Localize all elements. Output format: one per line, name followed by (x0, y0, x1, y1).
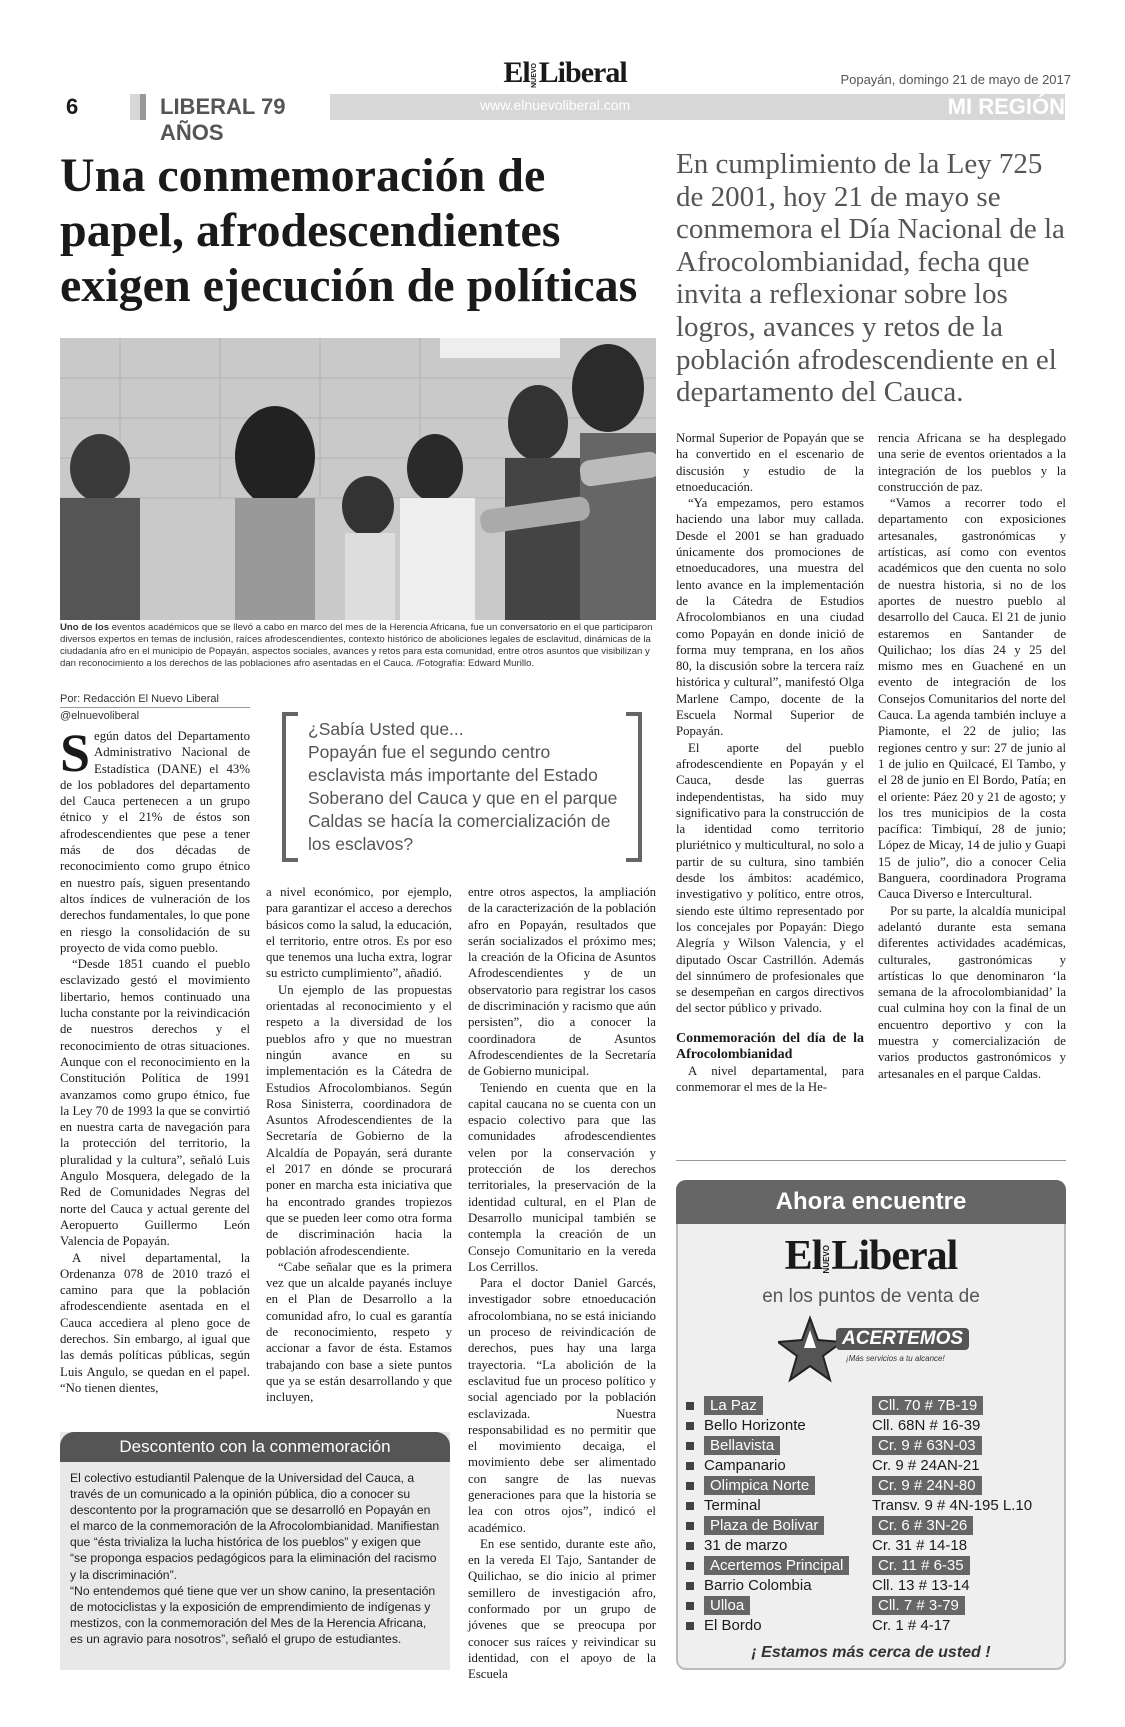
promo-subtitle: en los puntos de venta de (762, 1286, 980, 1307)
issue-date: Popayán, domingo 21 de mayo de 2017 (840, 72, 1071, 87)
bullet-icon (686, 1562, 694, 1570)
bullet-icon (686, 1422, 694, 1430)
left-bracket (282, 712, 298, 862)
right-bracket (626, 712, 642, 862)
page-number: 6 (60, 94, 130, 120)
location-row: 31 de marzo Cr. 31 # 14-18 (684, 1536, 1059, 1555)
bullet-icon (686, 1402, 694, 1410)
bullet-icon (686, 1462, 694, 1470)
headline: Una conmemoración de papel, afrodescendientes exigen ejecución de políticas (60, 149, 638, 312)
photo-illustration (60, 338, 656, 620)
descontento-title: Descontento con la conmemoración (60, 1432, 450, 1462)
promo-footer: ¡ Estamos más cerca de usted ! (751, 1644, 991, 1661)
location-row: Olimpica Norte Cr. 9 # 24N-80 (684, 1476, 1059, 1495)
sabia-usted-box (282, 712, 642, 869)
sabia-usted-text: ¿Sabía Usted que... Popayán fue el segundo centro esclavista más importante del Estado Soberano del Cauca y que en el parque Caldas se hacía la comercialización de los esclavos? (308, 719, 618, 854)
social-handle: @elnuevoliberal (60, 710, 140, 722)
location-row: Acertemos Principal Cr. 11 # 6-35 (684, 1556, 1059, 1575)
subheading: Conmemoración del día de la Afrocolombianidad (676, 1030, 864, 1062)
location-row: El Bordo Cr. 1 # 4-17 (684, 1616, 1059, 1635)
divider-line (676, 1160, 1066, 1161)
acertemos-star-icon (778, 1314, 968, 1390)
location-row: La Paz Cll. 70 # 7B-19 (684, 1396, 1059, 1415)
bullet-icon (686, 1482, 694, 1490)
location-row: Plaza de Bolivar Cr. 6 # 3N-26 (684, 1516, 1059, 1535)
bullet-icon (686, 1542, 694, 1550)
deck: En cumplimiento de la Ley 725 de 2001, hoy 21 de mayo se conmemora el Día Nacional de la Afrocolombianidad, fecha que invita a reflexionar sobre los logros, avances y retos de la población afrodescendiente en el departamento del Cauca. (676, 148, 1065, 409)
article-column-2: a nivel económico, por ejemplo, para garantizar el acceso a derechos básicos como la salud, la educación, el territorio, entre otros. Es por eso que tenemos una lucha extra, lograr su estricto cumplimiento”, añadió. Un ejemplo de las propuestas orientadas al reconocimiento y el respeto a la diversidad de los pueblos afro y que no muestran ningún avance en su implementación es la Cátedra de Estudios Afrocolombianos. Según Rosa Sinisterra, coordinadora de Asuntos Afrodescendientes de la Secretaría de Gobierno de la Alcaldía de Popayán, será durante el 2017 en dónde se procurará poner en marcha esta iniciativa que ha encontrado grandes tropiezos que se pueden leer como otra forma de discriminación hacia la población afrodescendiente. “Cabe señalar que es la primera vez que un alcalde payanés incluye en el Plan de Desarrollo a la comunidad afro, lo cual es garantía de reconocimiento, respeto y accionar a favor de ésta. Estamos trabajando con base a siete puntos que ya se están desarrollando y que incluyen, (266, 885, 452, 1405)
article-photo (60, 338, 656, 620)
article-column-5: rencia Africana se ha desplegado una serie de eventos orientados a la integración de los pueblos y la construcción de paz. “Vamos a recorrer todo el departamento con exposiciones artesanales, gastronómicas y artísticas, así como con eventos académicos que den cuenta no solo de nuestra historia, si no de los aportes de nuestro pueblo al desarrollo del Cauca. El 21 de junio estaremos en Santander de Quilichao; los días 24 y 25 del mismo mes en Guachené en un evento de integración de los Consejos Comunitarios del norte del Cauca. La agenda también incluye a Piamonte, el 22 de julio; las regiones centro y sur: 27 de junio al 1 de julio en Quilcacé, El Tambo, y el 28 de junio en El Bordo, Patía; en el oriente: Páez 20 y 21 de agosto; y los tres municipios de la costa pacífica: Timbiquí, 28 de junio; López de Micay, 14 de julio y Guapi 15 de julio”, dio a conocer Celia Banguera, coordinadora Programa Cauca Diverso e Intercultural. Por su parte, la alcaldía municipal adelantó durante esta semana diferentes actividades académicas, culturales, gastronómicas y artísticas lo que denominaron ‘la semana de la afrocolombianidad’ la cual culmina hoy con la final de un encuentro deportivo y con la muestra y comercialización de varios productos gastronómicos y artesanales en el parque Caldas. (878, 431, 1066, 1081)
byline-divider (60, 707, 250, 708)
acertemos-logo (778, 1314, 968, 1390)
bullet-icon (686, 1502, 694, 1510)
location-row: Bellavista Cr. 9 # 63N-03 (684, 1436, 1059, 1455)
location-row: Barrio Colombia Cll. 13 # 13-14 (684, 1576, 1059, 1595)
masthead-logo: ElNUEVOLiberal (503, 56, 627, 89)
section-label: LIBERAL 79 AÑOS (140, 94, 330, 120)
region-label: MI REGIÓN (947, 94, 1065, 119)
dropcap: S (60, 723, 91, 783)
photo-caption: Uno de los eventos académicos que se llevó a cabo en marco del mes de la Herencia Africana, fue un conversatorio en el que participaron diversos expertos en temas de inclusión, raíces afrodescendientes, contexto histórico de aboliciones legales de esclavitud, dinámicas de la ciudadanía afro en el municipio de Popayán, aspectos sociales, avances y retos para esta comunidad, entre otros asuntos que visibilizan y dan reconocimiento a los derechos de las poblaciones afro asentadas en el Cauca. /Fotografía: Edward Murillo. (60, 622, 653, 669)
location-row: Bello Horizonte Cll. 68N # 16-39 (684, 1416, 1059, 1435)
promo-brand-logo: ElNUEVOLiberal (784, 1233, 958, 1279)
location-row: Terminal Transv. 9 # 4N-195 L.10 (684, 1496, 1059, 1515)
bullet-icon (686, 1602, 694, 1610)
location-row: Ulloa Cll. 7 # 3-79 (684, 1596, 1059, 1615)
descontento-text: El colectivo estudiantil Palenque de la Universidad del Cauca, a través de un comunicado a la opinión pública, dio a conocer su descontento por la programación que se desarrolló en Popayán en el marco de la conmemoración de la Afrocolombianidad. Manifiestan que “ésta trivializa la lucha histórica de los pueblos” y exigen que “se proponga espacios pedagógicos para la eliminación del racismo y la discriminación”. “No entendemos qué tiene que ver un show canino, la presentación de motociclistas y la exposición de emprendimiento de indígenas y mestizos, con la conmemoración del Mes de la Herencia Africana, es un agravio para nosotros”, señaló el grupo de estudiantes. (70, 1471, 440, 1646)
acertemos-wordmark: ACERTEMOS (836, 1328, 969, 1350)
bullet-icon (686, 1522, 694, 1530)
promo-title: Ahora encuentre (676, 1180, 1066, 1224)
bullet-icon (686, 1582, 694, 1590)
acertemos-tagline: ¡Más servicios a tu alcance! (846, 1354, 945, 1363)
byline: Por: Redacción El Nuevo Liberal (60, 693, 219, 705)
location-row: Campanario Cr. 9 # 24AN-21 (684, 1456, 1059, 1475)
article-column-4: Normal Superior de Popayán que se ha convertido en el escenario de discusión y estudio de la etnoeducación. “Ya empezamos, pero estamos haciendo una labor muy callada. Desde el 2001 se han graduado únicamente dos promociones de etnoeducadores, una muestra del lento avance en la implementación de la Cátedra de Estudios Afrocolombianos en una ciudad como Popayán en donde inició de forma muy temprana, en los años 80, la discusión sobre la tercera raíz histórica y cultural”, manifestó Olga Marlene Campo, docente de la Escuela Normal Superior de Popayán. El aporte del pueblo afrodescendiente en Popayán y el Cauca, desde las guerras independentistas, ha sido muy significativo para la construcción de la identidad como territorio pluriétnico y multicultural, no solo a partir de su cultura, sino también desde los ámbitos: académico, investigativo y político, entre otros, siendo este último representado por los concejales por Popayán: Diego Alegría y Wilson Valencia, y el diputado Oscar Castrillón. Además del sinnúmero de profesionales que se desempeñan en cargos directivos del sector público y privado. Conmemoración del día de la Afrocolombianidad A nivel departamental, para conmemorar el mes de la He- (676, 431, 864, 1094)
website-url: www.elnuevoliberal.com (480, 97, 631, 113)
bullet-icon (686, 1622, 694, 1630)
bullet-icon (686, 1442, 694, 1450)
article-column-3: entre otros aspectos, la ampliación de la caracterización de la población afro en Popayán, resultados que serán socializados el próximo mes; la creación de la Oficina de Asuntos Afrodescendientes y de un observatorio para registrar los casos de discriminación y racismo que aún persisten”, dio a conocer la coordinadora de Asuntos Afrodescendientes de la Secretaría de Gobierno municipal. Teniendo en cuenta que en la capital caucana no se cuenta con un espacio colectivo para que las comunidades afrodescendientes velen por la conservación y protección de los derechos territoriales, la preservación de la identidad cultural, en el Plan de Desarrollo municipal también se contempla la creación de un Consejo Comunitario en la vereda Los Cerrillos. Para el doctor Daniel Garcés, investigador sobre etnoeducación afrocolombiana, no se está iniciando un proceso de reivindicación de derechos, pues hay una larga trayectoria. “La abolición de la esclavitud fue un proceso político y social agenciado por la población esclavizada. Nuestra responsabilidad es no permitir que el movimiento decaiga, el movimiento debe ser alimentado con sangre de las nuevas generaciones para que la historia se lea con otros ojos”, indicó el académico. En ese sentido, durante este año, en la vereda El Tajo, Santander de Quilichao, se dio inicio al primer semillero de investigación afro, conformado por un grupo de jóvenes que se preocupa por conocer sus raíces y reivindicar su identidad, con el apoyo de la Escuela (468, 885, 656, 1682)
article-column-1: Según datos del Departamento Administrativo Nacional de Estadística (DANE) el 43% de los pobladores del departamento del Cauca pertenecen a un grupo étnico y el 21% de éstos son afrodescendientes que pese a tener más de dos décadas de reconocimiento como grupo étnico en nuestro país, siguen presentando altos índices de vulneración de los derechos fundamentales, lo que pone en riesgo la consolidación de su proyecto de vida como pueblo. “Desde 1851 cuando el pueblo esclavizado gestó el movimiento libertario, hemos continuado una lucha constante por la reivindicación de nuestros derechos y el reconocimiento de otras situaciones. Aunque con el reconocimiento en la Constitución Política de 1991 avanzamos como grupo étnico, fue la Ley 70 de 1993 la que se convirtió en nuestra carta de navegación para la protección del territorio, la pluralidad y la cultura”, señaló Luis Angulo Mosquera, delegado de la Red de Comunidades Negras del norte del Cauca y actual gerente del Aeropuerto Guillermo León Valencia de Popayán. A nivel departamental, la Ordenanza 078 de 2010 trazó el camino para que la población afrodescendiente asentada en el Cauca accediera al pleno goce de derechos. Sin embargo, al igual que las demás políticas públicas, según Luis Angulo, se quedan en el papel. “No tienen dientes, (60, 723, 250, 1395)
